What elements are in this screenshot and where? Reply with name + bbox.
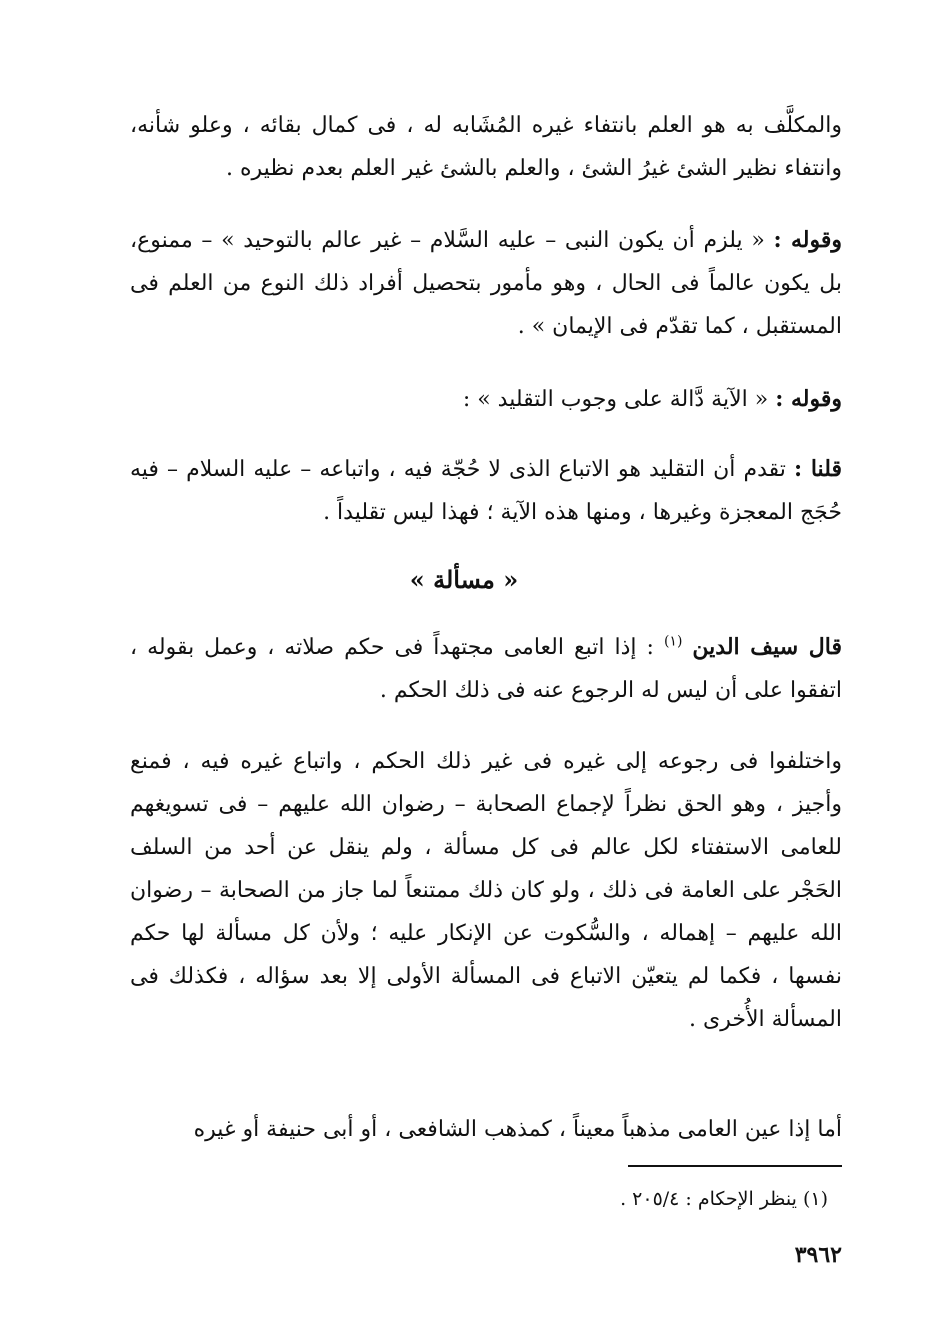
paragraph-2-body: « يلزم أن يكون النبى – عليه السَّلام – غير عالم بالتوحيد » – ممنوع، بل يكون عالماً فى الحال ، وهو مأمور بتحصيل أفراد ذلك النوع من العلم فى المستقبل ، كما تقدّم فى الإيمان » . — [130, 228, 842, 339]
footnote-reference: (١) — [663, 633, 683, 650]
paragraph-6 — [130, 740, 842, 1041]
paragraph-6-text: واختلفوا فى رجوعه إلى غيره فى غير ذلك الحكم ، واتباع غيره فيه ، فمنع وأجيز ، وهو الحق نظراً لإجماع الصحابة – رضوان الله عليهم – فى تسويغهم للعامى الاستفتاء لكل عالم فى كل مسألة ، ولم ينقل عن أحد من السلف الحَجْر على العامة فى ذلك ، ولو كان ذلك ممتنعاً لما جاز من الصحابة – رضوان الله عليهم – إهماله ، والسُّكوت عن الإنكار عليه ؛ ولأن كل مسألة لها حكم نفسها ، فكما لم يتعيّن الاتباع فى المسألة الأولى إلا بعد سؤاله ، فكذلك فى المسألة الأُخرى . — [130, 749, 842, 1032]
paragraph-1 — [130, 104, 842, 190]
paragraph-4-lead: قلنا : — [794, 456, 842, 482]
page-number: ٣٩٦٢ — [794, 1242, 842, 1268]
paragraph-3 — [130, 378, 842, 421]
paragraph-5-lead: قال سيف الدين — [692, 634, 843, 660]
paragraph-4-body: تقدم أن التقليد هو الاتباع الذى لا حُجّة فيه ، واتباعه – عليه السلام – فيه حُجَج المعجزة وغيرها ، ومنها هذه الآية ؛ فهذا ليس تقليداً . — [130, 457, 842, 525]
paragraph-7 — [130, 1108, 842, 1151]
paragraph-3-body: « الآية دَّالة على وجوب التقليد » : — [462, 387, 769, 412]
footnote-separator — [628, 1165, 842, 1167]
section-heading: « مسألة » — [409, 565, 519, 594]
paragraph-2-lead: وقوله : — [773, 227, 842, 253]
paragraph-5-body: : إذا اتبع العامى مجتهداً فى حكم صلاته ، وعمل بقوله ، اتفقوا على أن ليس له الرجوع عنه فى ذلك الحكم . — [130, 635, 842, 703]
paragraph-5 — [130, 626, 842, 712]
footnote: (١) ينظر الإحكام : ٢٠٥/٤ . — [620, 1188, 828, 1210]
paragraph-2 — [130, 219, 842, 348]
paragraph-4 — [130, 448, 842, 534]
paragraph-3-lead: وقوله : — [775, 386, 842, 412]
paragraph-7-text: أما إذا عين العامى مذهباً معيناً ، كمذهب الشافعى ، أو أبى حنيفة أو غيره — [193, 1117, 842, 1142]
paragraph-1-text: والمكلَّف به هو العلم بانتفاء غيره المُشَابه له ، فى كمال بقائه ، وعلو شأنه، وانتفاء نظير الشئ غيرُ الشئ ، والعلم بالشئ غير العلم بعدم نظيره . — [130, 113, 842, 181]
